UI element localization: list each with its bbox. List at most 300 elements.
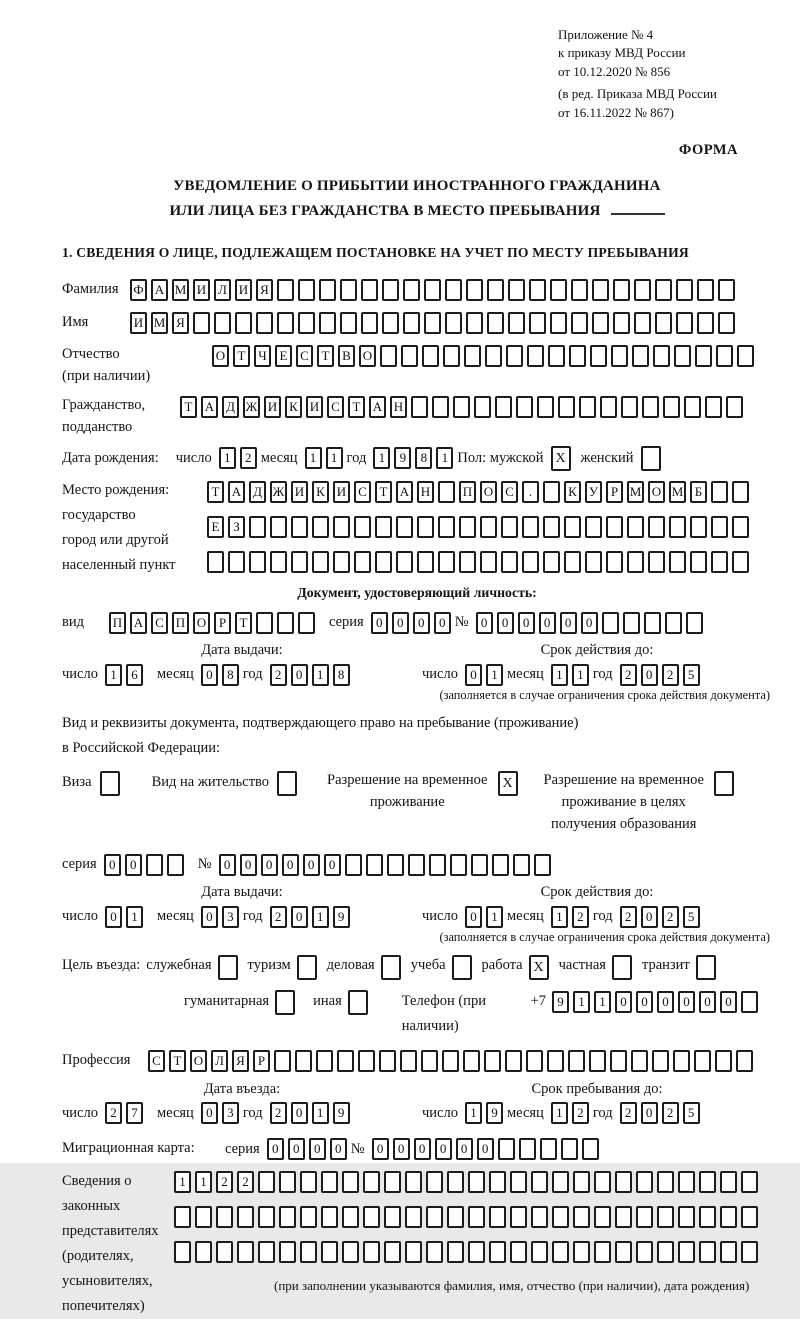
form-cell[interactable]: 1 — [551, 906, 568, 928]
form-cell[interactable] — [699, 1241, 716, 1263]
form-cell[interactable] — [737, 345, 754, 367]
form-cell[interactable]: 0 — [303, 854, 320, 876]
form-cell[interactable] — [519, 1138, 536, 1160]
form-cell[interactable] — [480, 516, 497, 538]
form-cell[interactable]: 0 — [393, 1138, 410, 1160]
form-cell[interactable]: 1 — [465, 1102, 482, 1124]
form-cell[interactable] — [600, 396, 617, 418]
form-cell[interactable] — [270, 551, 287, 573]
form-cell[interactable] — [686, 612, 703, 634]
form-cell[interactable] — [363, 1171, 380, 1193]
form-cell[interactable]: Ф — [130, 279, 147, 301]
form-cell[interactable]: 0 — [699, 991, 716, 1013]
form-cell[interactable]: 0 — [497, 612, 514, 634]
form-cell[interactable]: 2 — [662, 664, 679, 686]
form-cell[interactable] — [426, 1171, 443, 1193]
form-cell[interactable]: 1 — [105, 664, 122, 686]
form-cell[interactable]: 0 — [372, 1138, 389, 1160]
form-cell[interactable]: 2 — [662, 906, 679, 928]
form-cell[interactable] — [361, 279, 378, 301]
form-cell[interactable]: С — [501, 481, 518, 503]
purpose-work-checkbox[interactable]: X — [529, 955, 549, 980]
form-cell[interactable] — [216, 1241, 233, 1263]
form-cell[interactable] — [665, 612, 682, 634]
form-cell[interactable] — [632, 345, 649, 367]
form-cell[interactable] — [613, 312, 630, 334]
form-cell[interactable]: 0 — [435, 1138, 452, 1160]
form-cell[interactable] — [445, 312, 462, 334]
form-cell[interactable] — [291, 516, 308, 538]
temporary-residence-education-checkbox[interactable] — [714, 771, 734, 796]
form-cell[interactable] — [382, 279, 399, 301]
form-cell[interactable]: П — [109, 612, 126, 634]
form-cell[interactable] — [442, 1050, 459, 1072]
form-cell[interactable] — [648, 516, 665, 538]
form-cell[interactable] — [464, 345, 481, 367]
form-cell[interactable] — [468, 1206, 485, 1228]
form-cell[interactable] — [300, 1206, 317, 1228]
male-checkbox[interactable]: X — [551, 446, 571, 471]
form-cell[interactable] — [429, 854, 446, 876]
form-cell[interactable]: 0 — [414, 1138, 431, 1160]
form-cell[interactable] — [258, 1171, 275, 1193]
form-cell[interactable] — [426, 1241, 443, 1263]
form-cell[interactable] — [495, 396, 512, 418]
form-cell[interactable] — [214, 312, 231, 334]
form-cell[interactable]: 5 — [683, 906, 700, 928]
form-cell[interactable]: 0 — [291, 1102, 308, 1124]
form-cell[interactable]: 0 — [267, 1138, 284, 1160]
form-cell[interactable] — [741, 1171, 758, 1193]
form-cell[interactable] — [363, 1206, 380, 1228]
form-cell[interactable]: 1 — [594, 991, 611, 1013]
form-cell[interactable]: 0 — [413, 612, 430, 634]
form-cell[interactable] — [501, 551, 518, 573]
form-cell[interactable] — [529, 279, 546, 301]
form-cell[interactable] — [720, 1241, 737, 1263]
form-cell[interactable]: Т — [169, 1050, 186, 1072]
purpose-business-checkbox[interactable] — [218, 955, 238, 980]
form-cell[interactable]: В — [338, 345, 355, 367]
form-cell[interactable] — [258, 1241, 275, 1263]
form-cell[interactable] — [384, 1241, 401, 1263]
form-cell[interactable] — [453, 396, 470, 418]
form-cell[interactable]: 1 — [195, 1171, 212, 1193]
form-cell[interactable] — [342, 1206, 359, 1228]
form-cell[interactable]: А — [369, 396, 386, 418]
form-cell[interactable] — [736, 1050, 753, 1072]
form-cell[interactable] — [207, 551, 224, 573]
form-cell[interactable] — [405, 1241, 422, 1263]
form-cell[interactable] — [522, 516, 539, 538]
form-cell[interactable]: Н — [417, 481, 434, 503]
form-cell[interactable] — [732, 481, 749, 503]
form-cell[interactable] — [279, 1171, 296, 1193]
form-cell[interactable] — [527, 345, 544, 367]
form-cell[interactable]: О — [359, 345, 376, 367]
form-cell[interactable] — [531, 1171, 548, 1193]
form-cell[interactable]: Т — [233, 345, 250, 367]
form-cell[interactable]: И — [264, 396, 281, 418]
form-cell[interactable]: И — [333, 481, 350, 503]
blank-underline[interactable] — [611, 199, 665, 215]
form-cell[interactable] — [174, 1241, 191, 1263]
form-cell[interactable] — [146, 854, 163, 876]
form-cell[interactable] — [690, 551, 707, 573]
form-cell[interactable] — [487, 312, 504, 334]
form-cell[interactable]: 0 — [678, 991, 695, 1013]
form-cell[interactable]: 0 — [476, 612, 493, 634]
form-cell[interactable]: 0 — [261, 854, 278, 876]
form-cell[interactable] — [300, 1171, 317, 1193]
form-cell[interactable]: Р — [214, 612, 231, 634]
form-cell[interactable]: 0 — [201, 906, 218, 928]
form-cell[interactable]: Л — [211, 1050, 228, 1072]
form-cell[interactable] — [543, 481, 560, 503]
form-cell[interactable]: . — [522, 481, 539, 503]
form-cell[interactable] — [634, 279, 651, 301]
form-cell[interactable] — [634, 312, 651, 334]
form-cell[interactable] — [579, 396, 596, 418]
form-cell[interactable] — [279, 1206, 296, 1228]
form-cell[interactable]: 2 — [572, 1102, 589, 1124]
form-cell[interactable]: 0 — [657, 991, 674, 1013]
form-cell[interactable] — [653, 345, 670, 367]
form-cell[interactable]: 2 — [270, 1102, 287, 1124]
form-cell[interactable] — [569, 345, 586, 367]
form-cell[interactable] — [424, 279, 441, 301]
form-cell[interactable] — [319, 312, 336, 334]
form-cell[interactable] — [424, 312, 441, 334]
form-cell[interactable] — [300, 1241, 317, 1263]
form-cell[interactable] — [450, 854, 467, 876]
form-cell[interactable]: Я — [232, 1050, 249, 1072]
form-cell[interactable] — [432, 396, 449, 418]
form-cell[interactable] — [657, 1241, 674, 1263]
form-cell[interactable] — [678, 1171, 695, 1193]
form-cell[interactable] — [396, 551, 413, 573]
form-cell[interactable] — [718, 279, 735, 301]
form-cell[interactable]: Ж — [270, 481, 287, 503]
form-cell[interactable] — [403, 279, 420, 301]
purpose-humanitarian-checkbox[interactable] — [275, 990, 295, 1015]
form-cell[interactable]: С — [151, 612, 168, 634]
form-cell[interactable]: 1 — [572, 664, 589, 686]
form-cell[interactable] — [621, 396, 638, 418]
form-cell[interactable] — [592, 279, 609, 301]
form-cell[interactable]: 1 — [174, 1171, 191, 1193]
form-cell[interactable]: 0 — [371, 612, 388, 634]
form-cell[interactable] — [690, 516, 707, 538]
form-cell[interactable] — [447, 1206, 464, 1228]
form-cell[interactable] — [732, 551, 749, 573]
form-cell[interactable] — [510, 1206, 527, 1228]
form-cell[interactable]: 0 — [282, 854, 299, 876]
form-cell[interactable] — [319, 279, 336, 301]
form-cell[interactable] — [340, 279, 357, 301]
form-cell[interactable] — [590, 345, 607, 367]
form-cell[interactable] — [474, 396, 491, 418]
form-cell[interactable] — [606, 516, 623, 538]
form-cell[interactable] — [678, 1241, 695, 1263]
form-cell[interactable] — [258, 1206, 275, 1228]
form-cell[interactable] — [298, 279, 315, 301]
form-cell[interactable] — [498, 1138, 515, 1160]
form-cell[interactable] — [447, 1171, 464, 1193]
form-cell[interactable]: 0 — [615, 991, 632, 1013]
form-cell[interactable] — [277, 612, 294, 634]
form-cell[interactable] — [513, 854, 530, 876]
form-cell[interactable] — [468, 1171, 485, 1193]
form-cell[interactable] — [279, 1241, 296, 1263]
form-cell[interactable]: 7 — [126, 1102, 143, 1124]
form-cell[interactable]: М — [669, 481, 686, 503]
form-cell[interactable]: 0 — [201, 1102, 218, 1124]
form-cell[interactable] — [615, 1241, 632, 1263]
form-cell[interactable] — [405, 1171, 422, 1193]
form-cell[interactable] — [552, 1241, 569, 1263]
form-cell[interactable] — [564, 551, 581, 573]
form-cell[interactable]: К — [564, 481, 581, 503]
form-cell[interactable]: Т — [180, 396, 197, 418]
form-cell[interactable]: С — [327, 396, 344, 418]
purpose-other-checkbox[interactable] — [348, 990, 368, 1015]
form-cell[interactable] — [613, 279, 630, 301]
form-cell[interactable]: Я — [172, 312, 189, 334]
form-cell[interactable]: 0 — [477, 1138, 494, 1160]
form-cell[interactable] — [699, 1171, 716, 1193]
form-cell[interactable] — [606, 551, 623, 573]
form-cell[interactable] — [741, 1241, 758, 1263]
form-cell[interactable] — [657, 1171, 674, 1193]
form-cell[interactable] — [699, 1206, 716, 1228]
form-cell[interactable]: О — [193, 612, 210, 634]
form-cell[interactable]: И — [193, 279, 210, 301]
form-cell[interactable] — [558, 396, 575, 418]
form-cell[interactable]: 9 — [552, 991, 569, 1013]
form-cell[interactable]: Б — [690, 481, 707, 503]
form-cell[interactable]: И — [291, 481, 308, 503]
form-cell[interactable]: 0 — [201, 664, 218, 686]
form-cell[interactable] — [401, 345, 418, 367]
form-cell[interactable]: 9 — [333, 906, 350, 928]
form-cell[interactable]: 0 — [240, 854, 257, 876]
form-cell[interactable] — [195, 1206, 212, 1228]
form-cell[interactable]: 0 — [434, 612, 451, 634]
form-cell[interactable]: Д — [222, 396, 239, 418]
form-cell[interactable]: Т — [375, 481, 392, 503]
form-cell[interactable]: С — [148, 1050, 165, 1072]
form-cell[interactable] — [387, 854, 404, 876]
form-cell[interactable] — [547, 1050, 564, 1072]
form-cell[interactable]: 3 — [222, 1102, 239, 1124]
form-cell[interactable] — [720, 1171, 737, 1193]
form-cell[interactable]: П — [172, 612, 189, 634]
form-cell[interactable]: 5 — [683, 1102, 700, 1124]
form-cell[interactable] — [537, 396, 554, 418]
form-cell[interactable]: 1 — [219, 447, 236, 469]
form-cell[interactable]: А — [130, 612, 147, 634]
form-cell[interactable] — [489, 1171, 506, 1193]
form-cell[interactable] — [568, 1050, 585, 1072]
form-cell[interactable] — [657, 1206, 674, 1228]
form-cell[interactable] — [695, 345, 712, 367]
form-cell[interactable] — [652, 1050, 669, 1072]
form-cell[interactable] — [274, 1050, 291, 1072]
form-cell[interactable] — [648, 551, 665, 573]
form-cell[interactable] — [375, 551, 392, 573]
form-cell[interactable] — [516, 396, 533, 418]
form-cell[interactable] — [405, 1206, 422, 1228]
form-cell[interactable] — [487, 279, 504, 301]
form-cell[interactable]: 8 — [333, 664, 350, 686]
purpose-commercial-checkbox[interactable] — [381, 955, 401, 980]
form-cell[interactable] — [459, 516, 476, 538]
form-cell[interactable] — [396, 516, 413, 538]
form-cell[interactable]: 0 — [581, 612, 598, 634]
form-cell[interactable]: Ч — [254, 345, 271, 367]
form-cell[interactable] — [631, 1050, 648, 1072]
form-cell[interactable] — [337, 1050, 354, 1072]
form-cell[interactable] — [676, 279, 693, 301]
form-cell[interactable] — [380, 345, 397, 367]
form-cell[interactable] — [552, 1171, 569, 1193]
form-cell[interactable] — [501, 516, 518, 538]
form-cell[interactable] — [400, 1050, 417, 1072]
form-cell[interactable]: И — [235, 279, 252, 301]
form-cell[interactable]: 2 — [620, 664, 637, 686]
form-cell[interactable]: О — [648, 481, 665, 503]
form-cell[interactable] — [174, 1206, 191, 1228]
form-cell[interactable]: Т — [207, 481, 224, 503]
form-cell[interactable] — [623, 612, 640, 634]
form-cell[interactable] — [489, 1241, 506, 1263]
form-cell[interactable] — [277, 279, 294, 301]
form-cell[interactable]: К — [285, 396, 302, 418]
form-cell[interactable] — [270, 516, 287, 538]
form-cell[interactable] — [321, 1171, 338, 1193]
form-cell[interactable] — [358, 1050, 375, 1072]
purpose-study-checkbox[interactable] — [452, 955, 472, 980]
form-cell[interactable] — [295, 1050, 312, 1072]
form-cell[interactable]: А — [201, 396, 218, 418]
form-cell[interactable] — [741, 1206, 758, 1228]
form-cell[interactable]: 0 — [219, 854, 236, 876]
form-cell[interactable]: 1 — [305, 447, 322, 469]
form-cell[interactable]: 2 — [105, 1102, 122, 1124]
form-cell[interactable]: 2 — [270, 664, 287, 686]
form-cell[interactable]: М — [151, 312, 168, 334]
form-cell[interactable]: Т — [317, 345, 334, 367]
form-cell[interactable] — [167, 854, 184, 876]
form-cell[interactable] — [636, 1171, 653, 1193]
form-cell[interactable]: 0 — [641, 906, 658, 928]
form-cell[interactable]: 8 — [222, 664, 239, 686]
form-cell[interactable] — [582, 1138, 599, 1160]
form-cell[interactable] — [466, 279, 483, 301]
form-cell[interactable] — [540, 1138, 557, 1160]
form-cell[interactable] — [256, 612, 273, 634]
form-cell[interactable]: 1 — [436, 447, 453, 469]
form-cell[interactable]: О — [212, 345, 229, 367]
form-cell[interactable] — [298, 612, 315, 634]
form-cell[interactable] — [669, 516, 686, 538]
form-cell[interactable]: 1 — [486, 664, 503, 686]
form-cell[interactable]: А — [396, 481, 413, 503]
form-cell[interactable] — [508, 279, 525, 301]
form-cell[interactable]: З — [228, 516, 245, 538]
form-cell[interactable] — [522, 551, 539, 573]
form-cell[interactable]: 2 — [270, 906, 287, 928]
form-cell[interactable]: 6 — [126, 664, 143, 686]
form-cell[interactable] — [636, 1206, 653, 1228]
form-cell[interactable] — [531, 1206, 548, 1228]
form-cell[interactable] — [216, 1206, 233, 1228]
form-cell[interactable] — [438, 551, 455, 573]
form-cell[interactable]: 0 — [105, 906, 122, 928]
form-cell[interactable]: 0 — [392, 612, 409, 634]
form-cell[interactable] — [249, 516, 266, 538]
form-cell[interactable]: 1 — [486, 906, 503, 928]
form-cell[interactable]: 1 — [326, 447, 343, 469]
form-cell[interactable] — [594, 1171, 611, 1193]
form-cell[interactable] — [543, 551, 560, 573]
form-cell[interactable] — [697, 312, 714, 334]
form-cell[interactable] — [529, 312, 546, 334]
form-cell[interactable] — [615, 1206, 632, 1228]
form-cell[interactable] — [345, 854, 362, 876]
form-cell[interactable] — [594, 1206, 611, 1228]
form-cell[interactable] — [321, 1241, 338, 1263]
form-cell[interactable]: Е — [275, 345, 292, 367]
form-cell[interactable] — [375, 516, 392, 538]
form-cell[interactable] — [411, 396, 428, 418]
form-cell[interactable]: Е — [207, 516, 224, 538]
form-cell[interactable] — [361, 312, 378, 334]
form-cell[interactable] — [594, 1241, 611, 1263]
form-cell[interactable] — [669, 551, 686, 573]
form-cell[interactable]: 0 — [636, 991, 653, 1013]
form-cell[interactable] — [534, 854, 551, 876]
form-cell[interactable] — [508, 312, 525, 334]
form-cell[interactable] — [438, 516, 455, 538]
form-cell[interactable] — [655, 312, 672, 334]
form-cell[interactable] — [489, 1206, 506, 1228]
form-cell[interactable] — [421, 1050, 438, 1072]
purpose-tourism-checkbox[interactable] — [297, 955, 317, 980]
form-cell[interactable]: 2 — [572, 906, 589, 928]
form-cell[interactable]: 1 — [312, 664, 329, 686]
purpose-private-checkbox[interactable] — [612, 955, 632, 980]
form-cell[interactable] — [711, 516, 728, 538]
form-cell[interactable] — [426, 1206, 443, 1228]
form-cell[interactable]: П — [459, 481, 476, 503]
form-cell[interactable]: Т — [348, 396, 365, 418]
form-cell[interactable] — [340, 312, 357, 334]
form-cell[interactable]: 0 — [125, 854, 142, 876]
form-cell[interactable] — [445, 279, 462, 301]
form-cell[interactable] — [615, 1171, 632, 1193]
form-cell[interactable]: Р — [253, 1050, 270, 1072]
form-cell[interactable]: 0 — [720, 991, 737, 1013]
form-cell[interactable] — [543, 516, 560, 538]
form-cell[interactable]: 2 — [216, 1171, 233, 1193]
form-cell[interactable] — [438, 481, 455, 503]
form-cell[interactable]: И — [130, 312, 147, 334]
form-cell[interactable] — [627, 551, 644, 573]
form-cell[interactable]: С — [296, 345, 313, 367]
temporary-residence-checkbox[interactable]: X — [498, 771, 518, 796]
